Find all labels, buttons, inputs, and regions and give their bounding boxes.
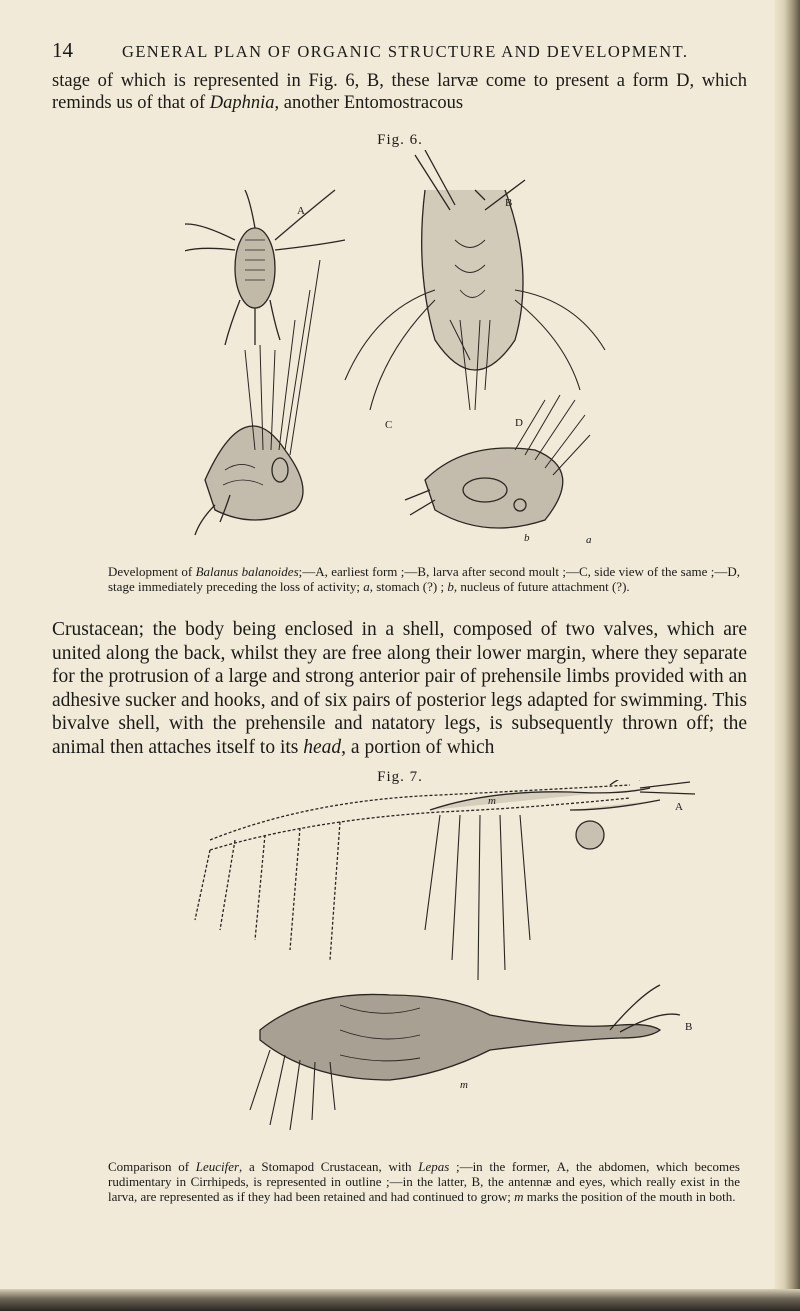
italic-term: head — [303, 736, 342, 758]
text-run: , which reminds us of that of — [52, 71, 747, 113]
text-run: D — [676, 71, 690, 91]
larva-b-drawing — [345, 150, 605, 410]
page-bottom-shadow — [0, 1289, 800, 1311]
caption-run: , the antennæ and eyes, which really exist in the larva, are represented as if they had been retained and had continued to grow; — [108, 1174, 740, 1204]
fig6-letter-d: D — [515, 417, 523, 429]
caption-run: B — [471, 1174, 481, 1189]
caption-run: a — [363, 579, 370, 594]
caption-run: Comparison of — [108, 1159, 196, 1174]
caption-run: D — [727, 564, 737, 579]
caption-run: A — [556, 1159, 567, 1174]
page-header — [52, 38, 742, 62]
text-run: B — [366, 71, 380, 91]
fig7-letter-m-lower: m — [460, 1079, 468, 1091]
larva-a-drawing — [185, 190, 345, 345]
text-run: , these larvæ come to present a form — [379, 71, 677, 91]
caption-run: , nucleus of future attachment (?). — [453, 579, 630, 594]
fig7-letter-a: A — [675, 801, 683, 813]
larva-d-drawing — [405, 395, 590, 528]
caption-run: , stomach (?) ; — [369, 579, 448, 594]
text-run: , a portion of which — [341, 736, 495, 758]
caption-run: Leucifer — [195, 1159, 240, 1174]
figure-7-illustration — [190, 780, 710, 1160]
page-number: 14 — [52, 38, 73, 62]
italic-term: Daphnia — [209, 93, 275, 113]
caption-run: ;— — [298, 564, 316, 579]
running-head: GENERAL PLAN OF ORGANIC STRUCTURE AND DEVELOPMENT. — [122, 42, 689, 61]
paragraph-middle — [52, 618, 747, 759]
caption-run: , stage immediately preceding the loss of activity; — [108, 564, 740, 594]
leucifer-drawing — [195, 780, 695, 980]
fig6-letter-b-lower: b — [524, 532, 530, 544]
fig7-letter-b: B — [685, 1021, 693, 1033]
caption-run: marks the position of the mouth in both. — [523, 1189, 736, 1204]
caption-species: Balanus balanoides — [195, 564, 299, 579]
text-run: stage of which is represented in Fig. 6, — [52, 71, 367, 91]
figure-6-label: Fig. 6. — [377, 132, 423, 148]
figure-6-illustration — [185, 150, 745, 550]
caption-run: m — [514, 1189, 524, 1204]
caption-run: Lepas — [418, 1159, 450, 1174]
fig6-letter-a-lower: a — [586, 534, 592, 546]
figure-6-caption — [108, 564, 740, 594]
caption-run: B — [417, 564, 427, 579]
fig6-letter-c: C — [385, 419, 393, 431]
text-run: Crustacean; the body being enclosed in a shell, composed of two valves, which are united along the back, whilst they are free along their lower margin, where they separate for the protrusion of a large and strong anterior pair of prehensile limbs provided with an adhesive sucker and hooks, and of six pairs of posterior legs adapted for swimming. This bivalve shell, with the prehensile and natatory legs, is subsequently thrown off; the animal then attaches itself to its — [52, 619, 747, 758]
caption-run: , earliest form ;— — [324, 564, 418, 579]
caption-run: , the abdomen, which becomes rudimentary in Cirrhipeds, is represented in outline ;—in the latter, — [108, 1159, 740, 1189]
caption-run: ;—in the former, — [449, 1159, 557, 1174]
paragraph-top — [52, 70, 747, 114]
lepas-drawing — [250, 985, 680, 1130]
figure-7-caption — [108, 1159, 740, 1204]
figure-7-label: Fig. 7. — [377, 769, 423, 785]
page-edge-shadow — [774, 0, 800, 1311]
fig6-letter-a: A — [297, 205, 305, 217]
fig7-letter-m-upper: m — [488, 795, 496, 807]
caption-run: A — [315, 564, 325, 579]
caption-run: C — [579, 564, 588, 579]
text-run: , another Entomostracous — [274, 93, 464, 113]
caption-run: Development of — [108, 564, 196, 579]
caption-run: , larva after second moult ;— — [426, 564, 579, 579]
caption-run: , side view of the same ;— — [587, 564, 728, 579]
caption-run: b — [447, 579, 454, 594]
fig6-letter-b: B — [505, 197, 513, 209]
caption-run: , a Stomapod Crustacean, with — [239, 1159, 419, 1174]
